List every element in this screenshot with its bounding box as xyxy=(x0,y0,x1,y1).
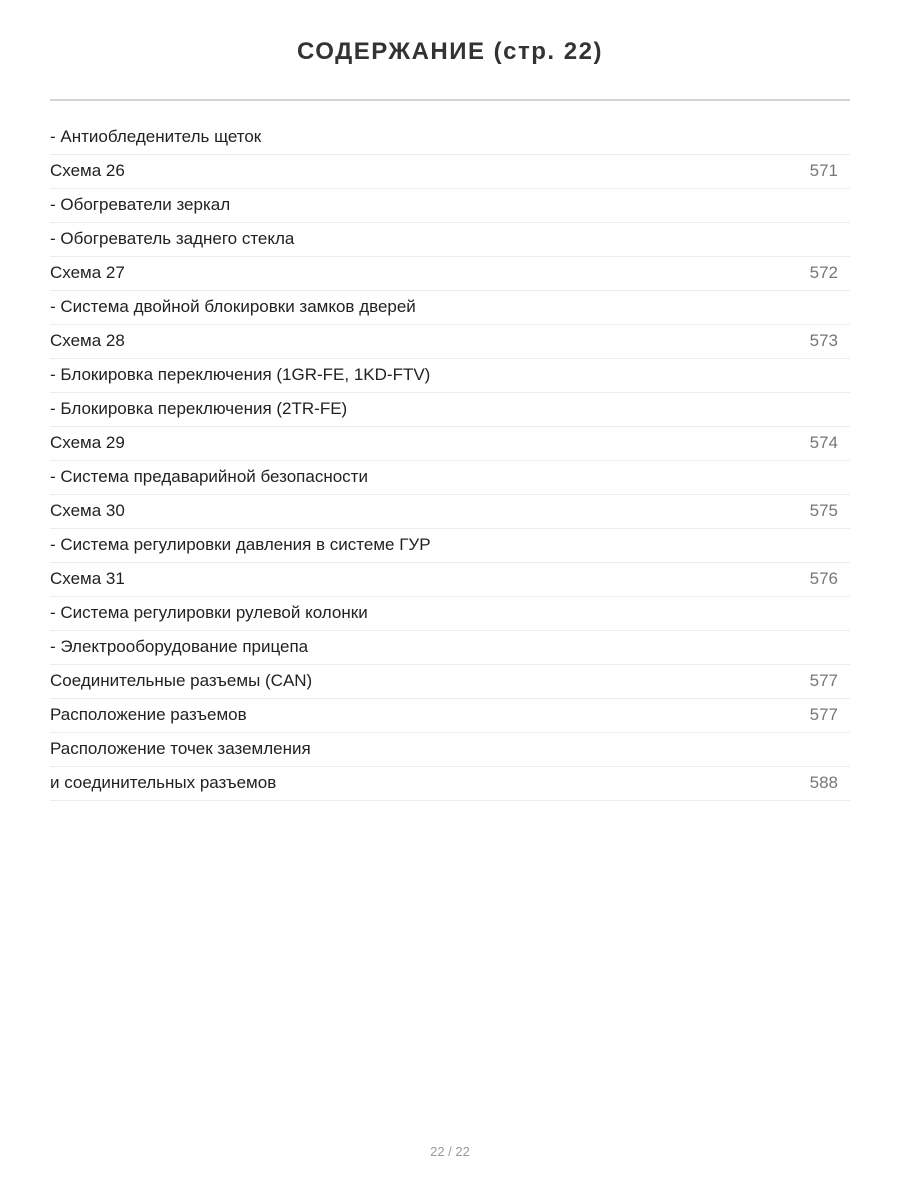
toc-entry-text: - Система регулировки давления в системе ГУР xyxy=(50,535,431,554)
toc-entry-page: 576 xyxy=(809,569,838,588)
toc-entry[interactable] xyxy=(50,325,850,359)
toc-list xyxy=(50,121,850,801)
toc-entry-text: - Блокировка переключения (1GR-FE, 1KD-FTV) xyxy=(50,365,431,384)
toc-entry-page: 572 xyxy=(809,263,838,282)
toc-entry[interactable] xyxy=(50,291,850,325)
toc-entry[interactable] xyxy=(50,597,850,631)
toc-entry-text: - Электрооборудование прицепа xyxy=(50,637,309,656)
toc-entry-text: - Обогреватели зеркал xyxy=(50,195,231,214)
toc-entry[interactable] xyxy=(50,495,850,529)
page-indicator: 22 / 22 xyxy=(430,1144,470,1159)
toc-entry[interactable] xyxy=(50,257,850,291)
toc-entry-text: - Система двойной блокировки замков дверей xyxy=(50,297,416,316)
toc-entry[interactable] xyxy=(50,767,850,801)
toc-entry[interactable] xyxy=(50,461,850,495)
toc-entry[interactable] xyxy=(50,359,850,393)
toc-entry-page: 575 xyxy=(809,501,838,520)
toc-entry[interactable] xyxy=(50,699,850,733)
toc-entry-page: 577 xyxy=(809,705,838,724)
toc-entry-page: 577 xyxy=(809,671,838,690)
toc-entry[interactable] xyxy=(50,121,850,155)
toc-entry-text: Схема 27 xyxy=(50,263,125,282)
toc-entry-text: - Система регулировки рулевой колонки xyxy=(50,603,368,622)
toc-entry-page: 571 xyxy=(809,161,838,180)
toc-entry[interactable] xyxy=(50,427,850,461)
toc-entry-page: 588 xyxy=(809,773,838,792)
toc-entry[interactable] xyxy=(50,393,850,427)
toc-entry-text: Схема 26 xyxy=(50,161,125,180)
toc-entry-text: Схема 28 xyxy=(50,331,125,350)
toc-entry-text: Расположение точек заземления xyxy=(50,739,311,758)
toc-entry[interactable] xyxy=(50,563,850,597)
toc-entry-text: Соединительные разъемы (CAN) xyxy=(50,671,313,690)
toc-entry-text: Расположение разъемов xyxy=(50,705,247,724)
toc-entry-text: и соединительных разъемов xyxy=(50,773,277,792)
toc-entry-text: Схема 29 xyxy=(50,433,125,452)
toc-entry-text: - Антиобледенитель щеток xyxy=(50,127,262,146)
toc-entry-text: - Обогреватель заднего стекла xyxy=(50,229,295,248)
toc-entry[interactable] xyxy=(50,529,850,563)
toc-entry[interactable] xyxy=(50,733,850,767)
toc-entry-page: 573 xyxy=(809,331,838,350)
toc-entry[interactable] xyxy=(50,223,850,257)
toc-entry-text: Схема 30 xyxy=(50,501,125,520)
toc-entry[interactable] xyxy=(50,189,850,223)
toc-entry[interactable] xyxy=(50,155,850,189)
toc-entry[interactable] xyxy=(50,665,850,699)
toc-entry-text: Схема 31 xyxy=(50,569,125,588)
toc-entry-page: 574 xyxy=(809,433,838,452)
page-title: СОДЕРЖАНИЕ (стр. 22) xyxy=(297,38,603,65)
toc-entry[interactable] xyxy=(50,631,850,665)
title-divider xyxy=(50,99,850,101)
toc-entry-text: - Система предаварийной безопасности xyxy=(50,467,368,486)
toc-entry-text: - Блокировка переключения (2TR-FE) xyxy=(50,399,348,418)
